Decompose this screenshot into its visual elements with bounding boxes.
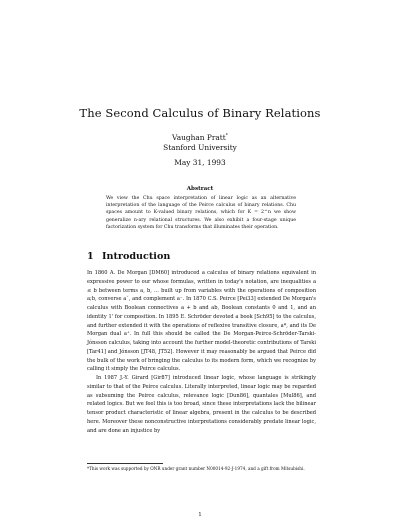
footnote: *This work was supported by ONR under grant number N00014-92-J-1974, and a gift from Mitsubishi. [87,466,305,471]
page-number: 1 [198,512,202,518]
section-number: 1 [87,251,94,262]
footnote-rule [87,463,163,464]
abstract-heading: Abstract [186,186,214,192]
body-text [87,269,316,435]
section-heading [87,251,170,262]
paper-date: May 31, 1993 [174,158,226,167]
affiliation: Stanford University [163,143,237,152]
author-name: Vaughan Pratt [172,133,226,142]
author-footnote-mark: * [225,133,228,139]
author-line [0,133,400,142]
paragraph-2: In 1987 J.-Y. Girard [Gir87] introduced linear logic, whose language is strikingly similar to that of the Peirce calculus. Literally interpreted, linear logic may be regarded as subsuming the Peirce calculus, relevance logic [Dun86], quantales [Mul86], and related logics. But we feel this is too broad, since these interpretations lack the bilinear tensor product characteristic of linear algebra, present in the calculus to be described here. Moreover these nonconstructive interpretations considerably predate linear logic, and are done an injustice by [87,375,316,434]
paragraph-1: In 1860 A. De Morgan [DM60] introduced a calculus of binary relations equivalent in expressive power to our whose formulas, written in today's notation, are inequalities a ≤ b between terms a, b, ... built up from variables with the operations of composition a;b, converse a˘, and complement a⁻. In 1870 C.S. Peirce [Pei33] extended De Morgan's calculus with Boolean connectives a + b and ab, Boolean constants 0 and 1, and an identity 1' for composition. In 1895 E. Schröder devoted a book [Sch95] to the calculus, and further extended it with the operations of reflexive transitive closure, a*, and its De Morgan dual a⁺. In full this should be called the De Morgan-Peirce-Schröder-Tarski-Jónsson calculus, taking into account the further model-theoretic contributions of Tarski [Tar41] and Jónsson [JT48, JT52]. However it may reasonably be argued that Peirce did the bulk of the work of bringing the calculus to its modern form, which we recognize by calling it simply the Peirce calculus. [87,270,316,373]
paper-title: The Second Calculus of Binary Relations [79,106,321,120]
section-title: Introduction [102,251,171,262]
abstract-text: We view the Chu space interpretation of linear logic as an alternative interpretation of the language of the Peirce calculus of binary relations. Chu spaces amount to K-valued binary relations, which for K = 2^n we show generalize n-ary relational structures. We also exhibit a four-stage unique factorization system for Chu transforms that illuminates their operation. [106,196,296,230]
